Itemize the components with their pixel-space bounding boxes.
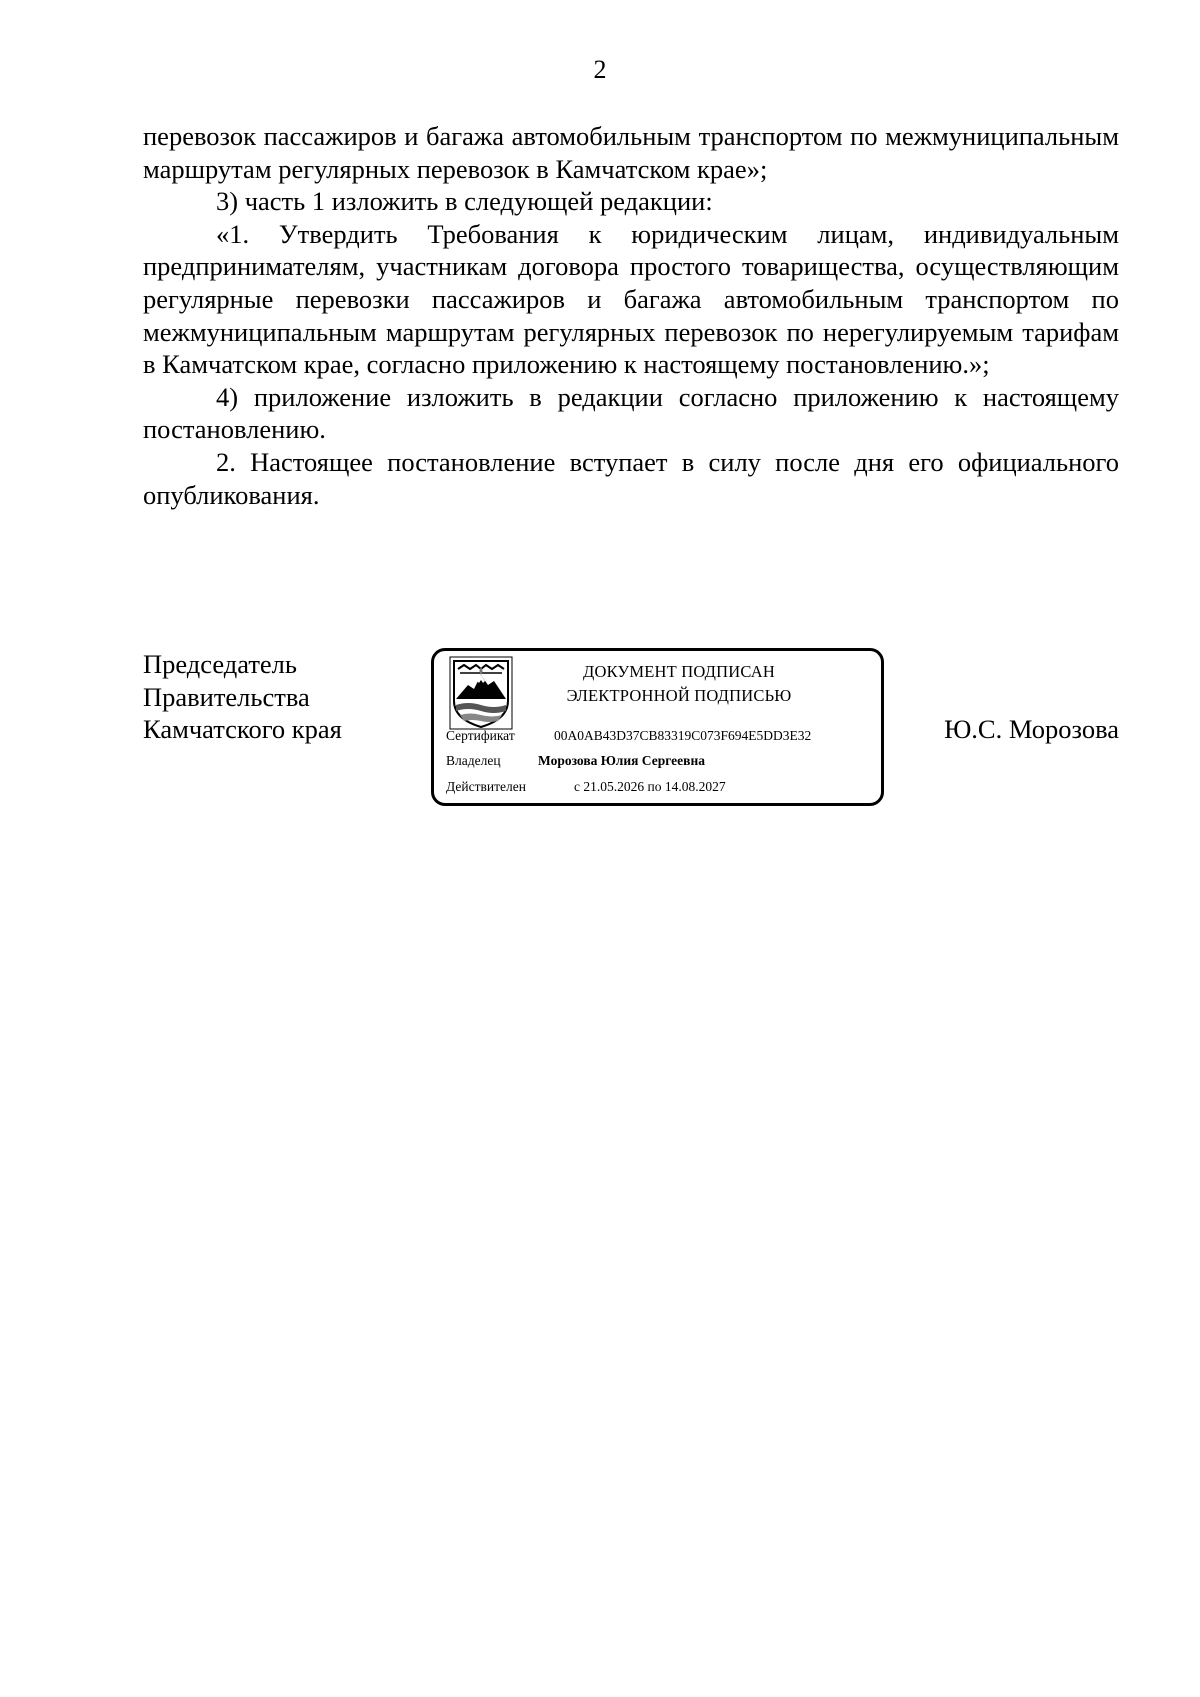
electronic-signature-stamp bbox=[431, 648, 884, 806]
paragraph-continuation: перевозок пассажиров и багажа автомобильным транспортом по межмуниципальным маршрутам регулярных перевозок в Камчатском крае»; bbox=[143, 121, 1119, 184]
coat-of-arms-icon bbox=[448, 655, 514, 731]
valid-label: Действителен bbox=[446, 779, 526, 794]
paragraph-item-3: 3) часть 1 изложить в следующей редакции: bbox=[216, 186, 713, 217]
certificate-label: Сертификат bbox=[446, 728, 515, 743]
stamp-validity-row bbox=[446, 778, 726, 796]
paragraph-point-2: 2. Настоящее постановление вступает в силу после дня его официального опубликования. bbox=[143, 446, 1119, 510]
signatory-position-line: Председатель bbox=[143, 649, 297, 679]
signatory-name: Ю.С. Морозова bbox=[944, 714, 1119, 744]
stamp-title-line-2: ЭЛЕКТРОННОЙ ПОДПИСЬЮ bbox=[566, 686, 792, 705]
signatory-position-line: Правительства bbox=[143, 681, 310, 712]
paragraph-item-4: 4) приложение изложить в редакции согласно приложению к настоящему постановлению. bbox=[143, 381, 1119, 445]
document-body bbox=[143, 120, 1119, 511]
stamp-title-line-1: ДОКУМЕНТ ПОДПИСАН bbox=[583, 662, 775, 681]
signatory-position bbox=[143, 648, 342, 746]
owner-label: Владелец bbox=[446, 753, 501, 768]
page-number: 2 bbox=[593, 55, 607, 84]
paragraph-quoted-part-1: «1. Утвердить Требования к юридическим лицам, индивидуальным предпринимателям, участникам договора простого товарищества, осуществляющим регулярные перевозки пассажиров и багажа автомобильным транспортом по межмуниципальным маршрутам регулярных перевозок по нерегулируемым тарифам в Камчатском крае, согласно приложению к настоящему постановлению.»; bbox=[143, 218, 1119, 380]
valid-value: с 21.05.2026 по 14.08.2027 bbox=[574, 779, 726, 794]
certificate-value: 00A0AB43D37CB83319C073F694E5DD3E32 bbox=[554, 728, 812, 743]
owner-value: Морозова Юлия Сергеевна bbox=[538, 753, 705, 768]
stamp-owner-row bbox=[446, 752, 705, 770]
stamp-certificate-row bbox=[446, 727, 812, 745]
signatory-position-line: Камчатского края bbox=[143, 714, 342, 745]
